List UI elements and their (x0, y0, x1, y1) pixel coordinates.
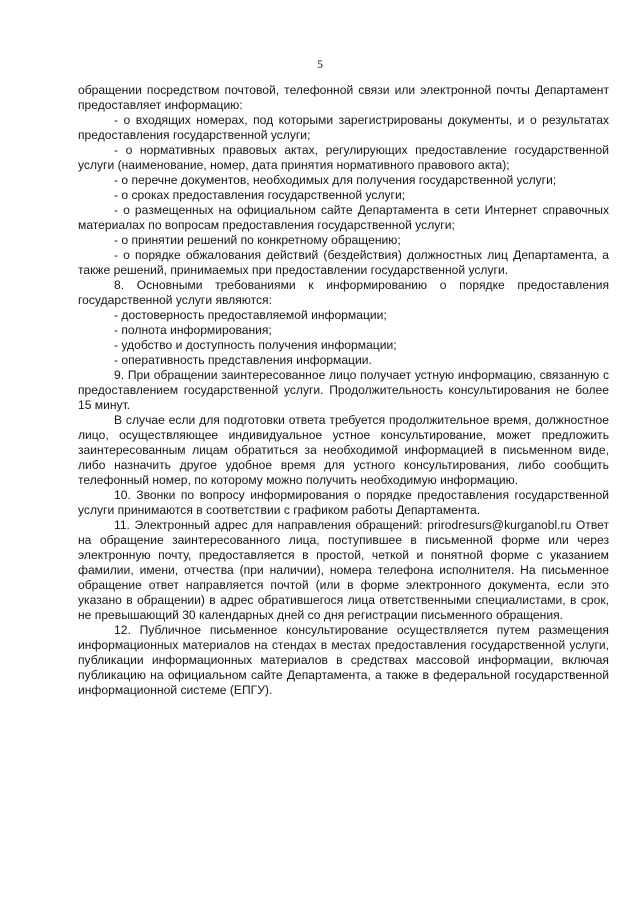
paragraph: - о нормативных правовых актах, регулирующих предоставление государственной услуги (наименование, номер, дата принятия нормативного правового акта); (78, 143, 609, 172)
paragraph: - достоверность предоставляемой информации; (114, 308, 387, 322)
paragraph: - оперативность представления информации. (114, 353, 372, 367)
paragraph: 8. Основными требованиями к информированию о порядке предоставления государственной услуги являются: (78, 278, 609, 307)
paragraph: 9. При обращении заинтересованное лицо получает устную информацию, связанную с предоставлением государственной услуги. Продолжительность консультирования не более 15 минут. (78, 368, 609, 412)
paragraph: - полнота информирования; (114, 323, 272, 337)
paragraph: - о входящих номерах, под которыми зарегистрированы документы, и о результатах предоставления государственной услуги; (78, 113, 609, 142)
paragraph: В случае если для подготовки ответа требуется продолжительное время, должностное лицо, осуществляющее индивидуальное устное консультирование, может предложить заинтересованным лицам обратиться за необходимой информацией в письменном виде, либо назначить другое удобное время для устного консультирования, либо сообщить телефонный номер, по которому можно получить необходимую информацию. (78, 413, 609, 487)
paragraph: 11. Электронный адрес для направления обращений: prirodresurs@kurganobl.ru Ответ на обращение заинтересованного лица, поступившее в письменной форме или через электронную почту, предоставляется в простой, четкой и понятной форме с указанием фамилии, имени, отчества (при наличии), номера телефона исполнителя. На письменное обращение ответ направляется почтой (или в форме электронного документа, если это указано в обращении) в адрес обратившегося лица ответственными специалистами, в срок, не превышающий 30 календарных дней со дня регистрации письменного обращения. (78, 518, 609, 622)
paragraph: - о принятии решений по конкретному обращению; (114, 233, 401, 247)
paragraph: 12. Публичное письменное консультирование осуществляется путем размещения информационных материалов на стендах в местах предоставления государственной услуги, публикации информационных материалов в средствах массовой информации, включая публикацию на официальном сайте Департамента, а также в федеральной государственной информационной системе (ЕПГУ). (78, 623, 609, 697)
paragraph: - о сроках предоставления государственной услуги; (114, 188, 406, 202)
paragraph: 10. Звонки по вопросу информирования о порядке предоставления государственной услуги принимаются в соответствии с графиком работы Департамента. (78, 488, 609, 517)
paragraph: обращении посредством почтовой, телефонной связи или электронной почты Департамент предоставляет информацию: (78, 83, 609, 112)
paragraph: - о перечне документов, необходимых для получения государственной услуги; (114, 173, 557, 187)
paragraph: - о размещенных на официальном сайте Департамента в сети Интернет справочных материалах по вопросам предоставления государственной услуги; (78, 203, 609, 232)
document-body (78, 83, 609, 698)
page-number: 5 (317, 57, 323, 71)
paragraph: - о порядке обжалования действий (бездействия) должностных лиц Департамента, а также решений, принимаемых при предоставлении государственной услуги. (78, 248, 609, 277)
paragraph: - удобство и доступность получения информации; (114, 338, 397, 352)
